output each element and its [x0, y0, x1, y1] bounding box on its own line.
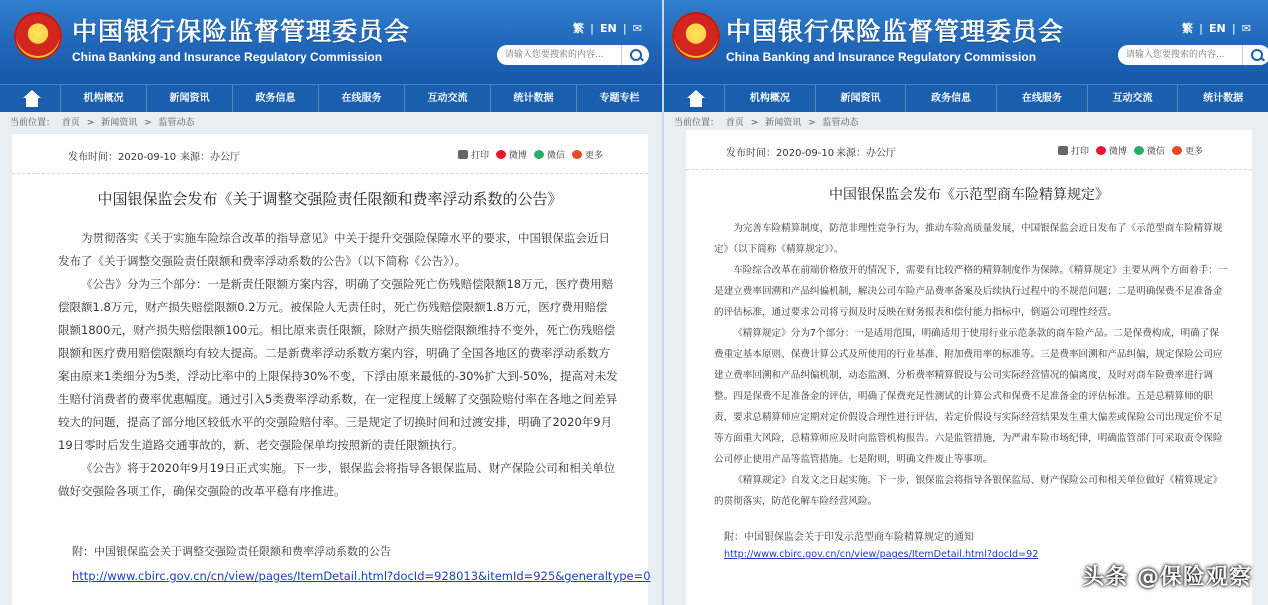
- breadcrumb: [0, 112, 662, 134]
- divider: |: [622, 21, 627, 35]
- nav-item[interactable]: 在线服务: [318, 85, 404, 113]
- print-button[interactable]: [458, 148, 489, 161]
- nav-item[interactable]: 互动交流: [404, 85, 490, 113]
- wechat-share-button[interactable]: [534, 148, 565, 161]
- lang-english-link[interactable]: EN: [1209, 21, 1226, 35]
- breadcrumb-link[interactable]: 监管动态: [822, 118, 859, 128]
- publish-date: 发布时间：2020-09-10: [68, 152, 177, 163]
- nav-item[interactable]: 新闻资讯: [815, 85, 906, 113]
- search-icon[interactable]: [621, 45, 649, 65]
- wechat-label: 微信: [547, 151, 566, 161]
- lang-traditional-link[interactable]: 繁: [1182, 22, 1193, 35]
- more-share-button[interactable]: [1172, 144, 1203, 157]
- print-button[interactable]: [1058, 144, 1089, 157]
- article-title: 中国银保监会发布《示范型商车险精算规定》: [829, 187, 1109, 203]
- breadcrumb-separator: >: [144, 118, 152, 128]
- article-paragraph: 为完善车险精算制度，防范非理性竞争行为，推动车险高质量发展，中国银保监会近日发布了《示范型商车险精算规定》（以下简称《精算规定》）。: [714, 223, 1223, 255]
- more-share-button[interactable]: [572, 148, 603, 161]
- lang-english-link[interactable]: EN: [600, 21, 617, 35]
- national-emblem-icon: [14, 12, 62, 60]
- article-paragraph: 《精算规定》分为7个部分：一是适用范围，明确适用于使用行业示范条款的商车险产品。二是保费构成，明确了保费重定基本原则、保费计算公式及所使用的行业基准、附加费用率的标准等。三是费率回溯和产品纠偏，规定保险公司应建立费率回溯和产品纠偏机制，动态监测、分析费率精算假设与公司实际经营情况的偏离度，及时对商车险费率进行调整。四是保费不足准备金的评估，明确了保费充足性测试的计算公式和保费不足准备金的评估标准。五是总精算师的职责，要求总精算师应定期对定价假设合理性进行评估，若定价假设与实际经营结果发生重大偏差或保险公司出现定价不足等方面重大风险，总精算师应及时向监管机构报告。六是监管措施，为严肃车险市场纪律，明确监管部门可采取责令保险公司停止使用产品等监管措施。七是附则，明确文件废止等事项。: [714, 328, 1223, 465]
- attachment-link[interactable]: http://www.cbirc.gov.cn/cn/view/pages/ItemDetail.html?docId=92: [724, 549, 1039, 560]
- main-nav: [0, 84, 662, 112]
- divider: |: [1231, 21, 1236, 35]
- weibo-share-button[interactable]: [496, 148, 527, 161]
- more-icon: [572, 150, 582, 159]
- weibo-label: 微博: [1109, 147, 1128, 157]
- search-input[interactable]: [497, 45, 621, 65]
- article-title: 中国银保监会发布《关于调整交强险责任限额和费率浮动系数的公告》: [97, 190, 563, 208]
- home-icon[interactable]: [664, 85, 724, 113]
- article-tools: [1058, 144, 1203, 157]
- site-header: [664, 0, 1268, 84]
- article-meta: [12, 134, 648, 174]
- article-paragraph: 车险综合改革在前端价格放开的情况下，需要有比较严格的精算制度作为保障。《精算规定》主要从两个方面着手：一是建立费率回溯和产品纠偏机制，解决公司车险产品费率备案及后续执行过程中的不规范问题；二是明确保费不足准备金的评估标准，通过要求公司将亏损及时反映在财务报表和偿付能力指标中，倒逼公司理性经营。: [714, 265, 1228, 318]
- nav-item[interactable]: 机构概况: [60, 85, 146, 113]
- nav-item[interactable]: 在线服务: [996, 85, 1087, 113]
- share-icon[interactable]: ✉: [1241, 21, 1252, 35]
- nav-item[interactable]: 统计数据: [490, 85, 576, 113]
- wechat-icon: [1134, 146, 1144, 155]
- breadcrumb-label: 当前位置：: [674, 118, 720, 128]
- article-paragraph: 为贯彻落实《关于实施车险综合改革的指导意见》中关于提升交强险保障水平的要求，中国银保监会近日发布了《关于调整交强险责任限额和费率浮动系数的公告》（以下简称《公告》）。: [58, 231, 610, 268]
- weibo-icon: [496, 150, 506, 159]
- nav-item[interactable]: 政务信息: [232, 85, 318, 113]
- article-body: [686, 204, 1252, 560]
- article-paragraph: 《公告》分为三个部分：一是新责任限额方案内容，明确了交强险死亡伤残赔偿限额18万元，医疗费用赔偿限额1.8万元，财产损失赔偿限额0.2万元。被保险人无责任时，死亡伤残赔偿限额1.8万元，医疗费用赔偿限额1800元，财产损失赔偿限额100元。相比原来责任限额，除财产损失赔偿限额维持不变外，死亡伤残赔偿限额和医疗费用赔偿限额均有较大提高。二是新费率浮动系数方案内容，明确了全国各地区的费率浮动系数方案由原来1类细分为5类，浮动比率中的上限保持30%不变，下浮由原来最低的-30%扩大到-50%，提高对未发生赔付消费者的费率优惠幅度。通过引入5类费率浮动系数，在一定程度上缓解了交强险赔付率在各地之间差异较大的问题，提高了部分地区较低水平的交强险赔付率。三是规定了切换时间和过渡安排，明确了2020年9月19日零时后发生道路交通事故的，新、老交强险保单均按照新的责任限额执行。: [58, 277, 618, 452]
- toutiao-watermark: 头条 @保险观察: [1082, 565, 1252, 590]
- nav-item[interactable]: 新闻资讯: [146, 85, 232, 113]
- site-title-cn: 中国银行保险监督管理委员会: [72, 17, 411, 46]
- article-paragraph: 《公告》将于2020年9月19日正式实施。下一步，银保监会将指导各银保监局、财产保险公司和相关单位做好交强险各项工作，确保交强险的改革平稳有序推进。: [58, 461, 616, 498]
- breadcrumb-separator: >: [86, 118, 95, 128]
- divider: |: [590, 21, 595, 35]
- language-switcher: [1182, 20, 1251, 36]
- divider: |: [1199, 21, 1204, 35]
- main-nav: [664, 84, 1268, 112]
- breadcrumb-separator: >: [750, 118, 759, 128]
- print-label: 打印: [1071, 147, 1090, 157]
- article-meta: [686, 130, 1252, 170]
- right-screenshot-panel: [664, 0, 1268, 605]
- print-icon: [1058, 146, 1068, 155]
- article-container: [686, 130, 1252, 605]
- breadcrumb-separator: >: [808, 118, 816, 128]
- article-paragraph: 《精算规定》自发文之日起实施。下一步，银保监会将指导各银保监局、财产保险公司和相关单位做好《精算规定》的贯彻落实，防范化解车险经营风险。: [714, 475, 1223, 507]
- site-title-en: China Banking and Insurance Regulatory Commission: [72, 50, 383, 64]
- wechat-label: 微信: [1147, 147, 1166, 157]
- article-source: 来源：办公厅: [836, 148, 896, 159]
- article-tools: [458, 148, 603, 161]
- article-body: [12, 209, 651, 583]
- attachment-label: 附：中国银保监会关于印发示范型商车险精算规定的通知: [724, 532, 974, 543]
- print-label: 打印: [471, 151, 490, 161]
- breadcrumb-link[interactable]: 首页: [61, 118, 80, 128]
- article-container: [12, 134, 651, 605]
- search-box: [497, 45, 649, 65]
- national-emblem-icon: [672, 12, 720, 60]
- publish-date: 发布时间：2020-09-10: [726, 148, 835, 159]
- wechat-icon: [534, 150, 544, 159]
- breadcrumb-link[interactable]: 新闻资讯: [765, 118, 802, 128]
- weibo-label: 微博: [509, 151, 528, 161]
- site-header: [0, 0, 662, 84]
- more-label: 更多: [585, 151, 604, 161]
- search-icon[interactable]: [1242, 45, 1268, 65]
- wechat-share-button[interactable]: [1134, 144, 1165, 157]
- breadcrumb-link[interactable]: 监管动态: [158, 118, 195, 128]
- nav-item[interactable]: 机构概况: [724, 85, 815, 113]
- article-source: 来源：办公厅: [180, 152, 240, 163]
- share-icon[interactable]: ✉: [632, 21, 643, 35]
- breadcrumb-link[interactable]: 新闻资讯: [101, 118, 138, 128]
- home-icon[interactable]: [0, 85, 60, 113]
- more-label: 更多: [1185, 147, 1204, 157]
- site-title-cn: 中国银行保险监督管理委员会: [726, 17, 1065, 46]
- weibo-share-button[interactable]: [1096, 144, 1127, 157]
- nav-item[interactable]: 互动交流: [1087, 85, 1178, 113]
- search-input[interactable]: [1118, 45, 1242, 65]
- search-box: [1118, 45, 1268, 65]
- more-icon: [1172, 146, 1182, 155]
- nav-item[interactable]: 专题专栏: [576, 85, 662, 113]
- print-icon: [458, 150, 468, 159]
- site-title-en: China Banking and Insurance Regulatory Commission: [726, 50, 1037, 64]
- nav-item[interactable]: 政务信息: [905, 85, 996, 113]
- lang-traditional-link[interactable]: 繁: [573, 22, 584, 35]
- attachment-label: 附：中国银保监会关于调整交强险责任限额和费率浮动系数的公告: [72, 545, 391, 558]
- nav-item[interactable]: 统计数据: [1177, 85, 1268, 113]
- language-switcher: [573, 20, 642, 36]
- weibo-icon: [1096, 146, 1106, 155]
- breadcrumb-link[interactable]: 首页: [725, 118, 744, 128]
- breadcrumb-label: 当前位置：: [10, 118, 56, 128]
- attachment-link[interactable]: http://www.cbirc.gov.cn/cn/view/pages/ItemDetail.html?docId=928013&itemId=925&generaltype=0: [72, 569, 651, 583]
